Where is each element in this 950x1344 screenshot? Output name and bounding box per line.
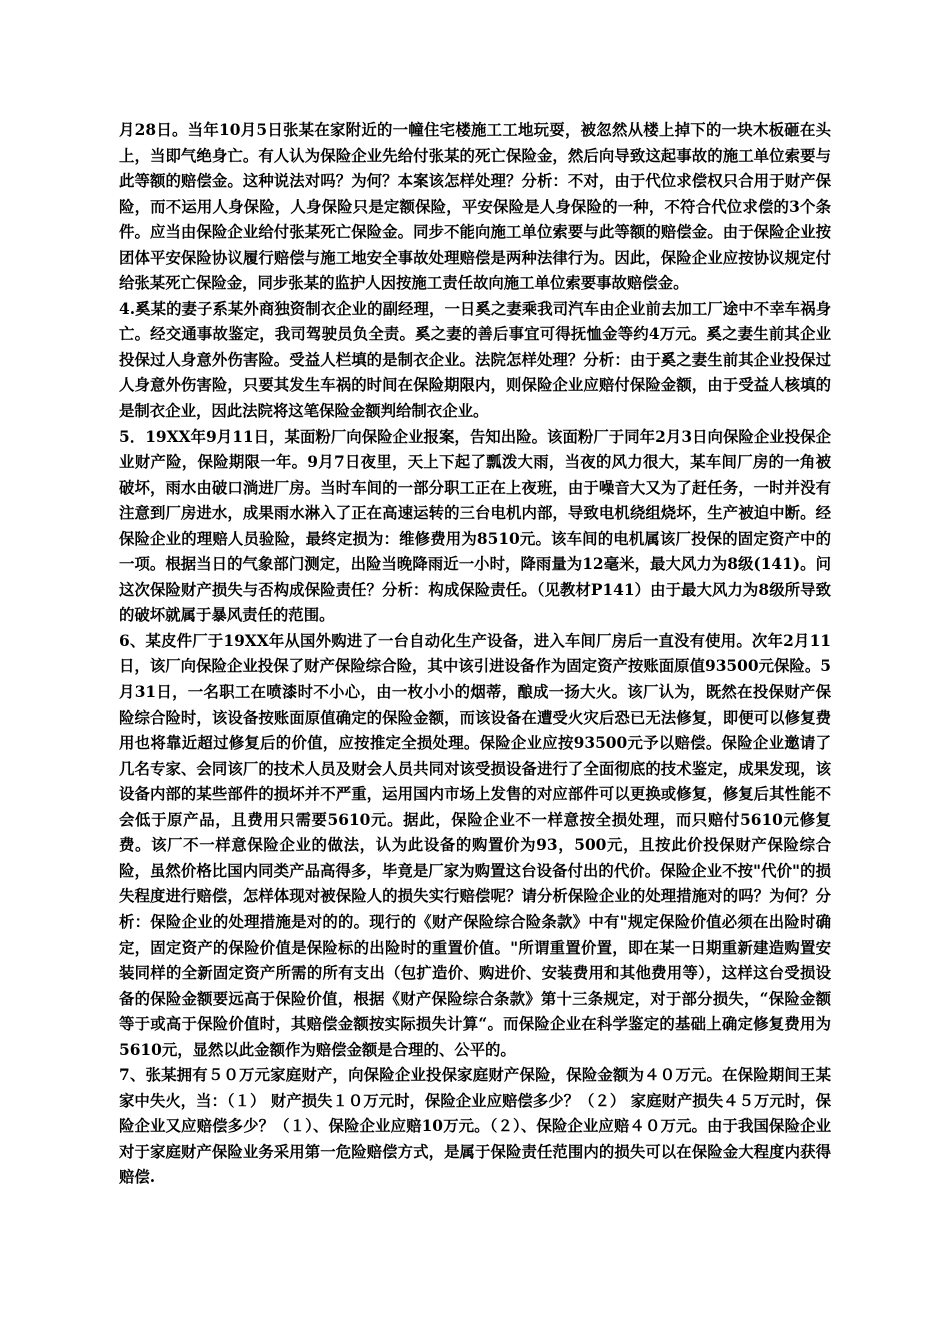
paragraph-case-6: 6、某皮件厂于19XX年从国外购进了一台自动化生产设备，进入车间厂房后一直没有使用。次年2月11日，该厂向保险企业投保了财产保险综合险，其中该引进设备作为固定资产按账面原值93500元保险。5月31日，一名职工在喷漆时不小心，由一枚小小的烟蒂，酿成一扬大火。该厂认为，既然在投保财产保险综合险时，该设备按账面原值确定的保险金额，而该设备在遭受火灾后恐已无法修复，即便可以修复费用也将靠近超过修复后的价值，应按推定全损处理。保险企业应按93500元予以赔偿。保险企业邀请了几名专家、会同该厂的技术人员及财会人员共同对该受损设备进行了全面彻底的技术鉴定，成果发现，该设备内部的某些部件的损坏并不严重，运用国内市场上发售的对应部件可以更换或修复，修复后其性能不会低于原产品，且费用只需要5610元。据此，保险企业不一样意按全损处理，而只赔付5610元修复费。该厂不一样意保险企业的做法，认为此设备的购置价为93，500元，且按此价投保财产保险综合险，虽然价格比国内同类产品高得多，毕竟是厂家为购置这台设备付出的代价。保险企业不按"代价"的损失程度进行赔偿，怎样体现对被保险人的损失实行赔偿呢？请分析保险企业的处理措施对的吗？为何？分析：保险企业的处理措施是对的的。现行的《财产保险综合险条款》中有"规定保险价值必须在出险时确定，固定资产的保险价值是保险标的出险时的重置价值。"所谓重置价置，即在某一日期重新建造购置安装同样的全新固定资产所需的所有支出（包扩造价、购进价、安装费用和其他费用等），这样这台受损设备的保险金额要远高于保险价值，根据《财产保险综合条款》第十三条规定，对于部分损失，“保险金额等于或高于保险价值时，其赔偿金额按实际损失计算“。而保险企业在科学鉴定的基础上确定修复费用为5610元，显然以此金额作为赔偿金额是合理的、公平的。 (119, 631, 831, 1059)
paragraph-case-7: 7、张某拥有５０万元家庭财产，向保险企业投保家庭财产保险，保险金额为４０万元。在保险期间王某家中失火，当：（１） 财产损失１０万元时，保险企业应赔偿多少？（２） 家庭财产损失４５万元时，保险企业又应赔偿多少？（１）、保险企业应赔10万元。（２）、保险企业应赔４０万元。由于我国保险企业对于家庭财产保险业务采用第一危险赔偿方式，是属于保险责任范围内的损失可以在保险金大程度内获得赔偿. (119, 1066, 831, 1187)
document-page (119, 118, 831, 1191)
paragraph-case-3-continued: 月28日。当年10月5日张某在家附近的一幢住宅楼施工工地玩耍，被忽然从楼上掉下的一块木板砸在头上，当即气绝身亡。有人认为保险企业先给付张某的死亡保险金，然后向导致这起事故的施工单位索要与此等额的赔偿金。这种说法对吗？为何？本案该怎样处理？分析：不对，由于代位求偿权只合用于财产保险，而不运用人身保险，人身保险只是定额保险，平安保险是人身保险的一种，不符合代位求偿的3个条件。应当由保险企业给付张某死亡保险金。同步不能向施工单位索要与此等额的赔偿金。由于保险企业按团体平安保险协议履行赔偿与施工地安全事故处理赔偿是两种法律行为。因此，保险企业应按协议规定付给张某死亡保险金，同步张某的监护人因按施工责任故向施工单位索要事故赔偿金。 (119, 121, 831, 293)
paragraph-case-5: 5．19XX年9月11日，某面粉厂向保险企业报案，告知出险。该面粉厂于同年2月3日向保险企业投保企业财产险，保险期限一年。9月7日夜里，天上下起了瓢泼大雨，当夜的风力很大，某车间厂房的一角被破坏，雨水由破口淌进厂房。当时车间的一部分职工正在上夜班，由于噪音大又为了赶任务，一时并没有注意到厂房进水，成果雨水淋入了正在高速运转的三台电机内部，导致电机绕组烧坏，生产被迫中断。经保险企业的理赔人员验险，最终定损为：维修费用为8510元。该车间的电机属该厂投保的固定资产中的一项。根据当日的气象部门测定，出险当晚降雨近一小时，降雨量为12毫米，最大风力为8级(141)。问这次保险财产损失与否构成保险责任？分析：构成保险责任。（见教材P141）由于最大风力为8级所导致的破坏就属于暴风责任的范围。 (119, 427, 831, 625)
paragraph-case-4: 4.奚某的妻子系某外商独资制衣企业的副经理，一日奚之妻乘我司汽车由企业前去加工厂途中不幸车祸身亡。经交通事故鉴定，我司驾驶员负全责。奚之妻的善后事宜可得抚恤金等约4万元。奚之妻生前其企业投保过人身意外伤害险。受益人栏填的是制衣企业。法院怎样处理？分析：由于奚之妻生前其企业投保过人身意外伤害险，只要其发生车祸的时间在保险期限内，则保险企业应赔付保险金额，由于受益人核填的是制衣企业，因此法院将这笔保险金额判给制衣企业。 (119, 299, 831, 421)
